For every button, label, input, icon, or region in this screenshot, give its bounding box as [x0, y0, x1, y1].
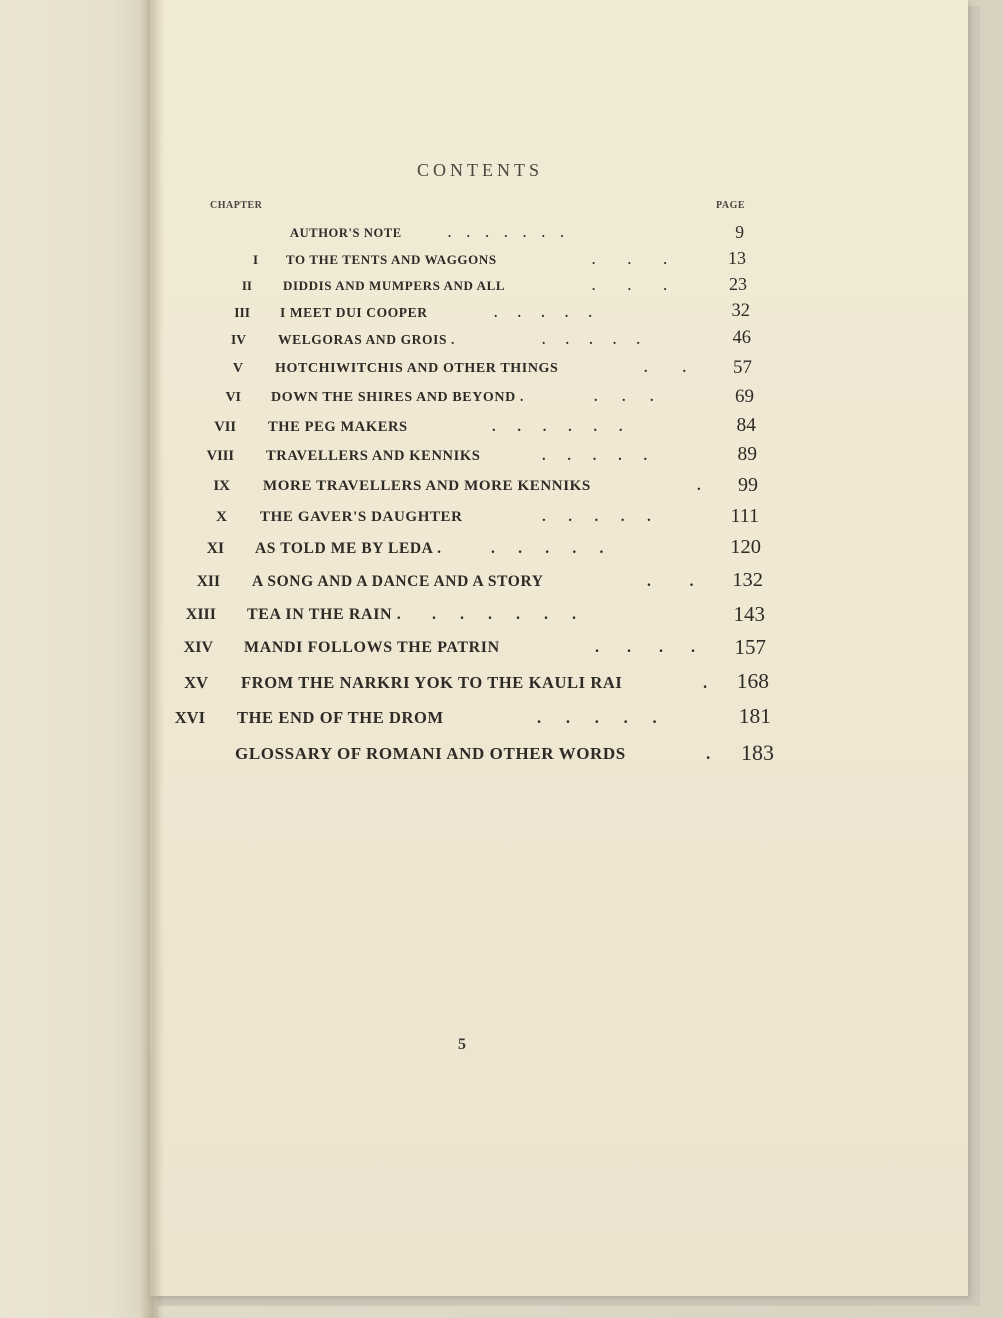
chapter-numeral: V: [232, 361, 243, 376]
toc-entry: [0, 328, 1003, 356]
leader-dots: . . .: [592, 278, 667, 293]
chapter-numeral: VI: [225, 390, 241, 405]
chapter-numeral: XV: [184, 673, 208, 692]
toc-entry: [0, 248, 1003, 276]
contents-title: CONTENTS: [417, 160, 543, 180]
toc-entry: [0, 635, 1003, 663]
chapter-title: GLOSSARY OF ROMANI AND OTHER WORDS: [235, 744, 626, 763]
chapter-numeral: II: [241, 278, 252, 293]
leader-dots: .: [697, 478, 701, 494]
chapter-page-number: 168: [736, 669, 769, 693]
chapter-numeral: VIII: [206, 448, 234, 464]
leader-dots: . .: [647, 573, 694, 590]
toc-entry: [0, 301, 1003, 329]
leader-dots: . . . . . . .: [448, 226, 564, 240]
chapter-numeral: XIV: [183, 639, 213, 656]
chapter-numeral: XI: [206, 540, 224, 557]
chapter-numeral: IV: [230, 332, 246, 347]
chapter-numeral: XVI: [174, 708, 205, 727]
leader-dots: . . . . .: [494, 305, 592, 320]
chapter-page-number: 120: [730, 536, 761, 558]
chapter-numeral: XIII: [185, 606, 216, 623]
chapter-page-number: 84: [736, 415, 756, 436]
chapter-title: AS TOLD ME BY LEDA .: [255, 540, 442, 557]
toc-entry: [0, 740, 1003, 768]
leader-dots: . . .: [592, 252, 667, 267]
chapter-page-number: 132: [732, 569, 763, 591]
chapter-page-number: 32: [731, 301, 750, 321]
leader-dots: . . .: [594, 390, 654, 405]
toc-entry: [0, 536, 1003, 564]
leader-dots: . . . . .: [537, 708, 657, 727]
chapter-page-number: 111: [730, 505, 759, 527]
chapter-title: DOWN THE SHIRES AND BEYOND .: [271, 390, 525, 405]
chapter-title: A SONG AND A DANCE AND A STORY: [252, 573, 544, 590]
toc-entry: [0, 444, 1003, 472]
chapter-page-number: 23: [729, 274, 747, 294]
leader-dots: . . . . .: [542, 332, 640, 347]
chapter-page-number: 46: [732, 328, 751, 348]
chapter-column-label: CHAPTER: [210, 200, 263, 211]
chapter-page-number: 181: [738, 704, 771, 728]
chapter-page-number: 183: [741, 740, 774, 765]
toc-entry: [0, 274, 1003, 302]
chapter-title: TEA IN THE RAIN .: [247, 606, 402, 623]
toc-entry: [0, 415, 1003, 443]
toc-entry: [0, 704, 1003, 732]
chapter-title: DIDDIS AND MUMPERS AND ALL: [283, 278, 506, 293]
chapter-title: TO THE TENTS AND WAGGONS: [286, 252, 497, 267]
chapter-page-number: 99: [738, 474, 758, 496]
page-number: 5: [458, 1036, 466, 1053]
leader-dots: . . . . . .: [492, 419, 623, 435]
chapter-title: HOTCHIWITCHIS AND OTHER THINGS: [275, 361, 559, 376]
toc-entry: [0, 602, 1003, 630]
page-column-label: PAGE: [716, 200, 746, 211]
chapter-title: WELGORAS AND GROIS .: [278, 332, 456, 347]
leader-dots: . .: [644, 361, 686, 376]
chapter-title: THE END OF THE DROM: [237, 708, 444, 727]
leader-dots: . . . .: [595, 639, 695, 656]
toc-entry: [0, 569, 1003, 597]
chapter-page-number: 89: [737, 444, 757, 465]
leader-dots: . . . . . .: [432, 606, 576, 623]
toc-entry: [0, 222, 1003, 250]
leader-dots: .: [706, 744, 711, 763]
leader-dots: . . . . .: [542, 509, 651, 525]
chapter-numeral: IX: [213, 478, 230, 494]
chapter-title: FROM THE NARKRI YOK TO THE KAULI RAI: [241, 673, 623, 692]
toc-entry: [0, 505, 1003, 533]
toc-entry: [0, 386, 1003, 414]
chapter-title: MORE TRAVELLERS AND MORE KENNIKS: [263, 478, 591, 494]
chapter-numeral: XII: [196, 573, 220, 590]
chapter-page-number: 13: [728, 248, 746, 268]
leader-dots: . . . . .: [542, 448, 648, 464]
chapter-page-number: 9: [735, 222, 744, 242]
chapter-numeral: X: [216, 509, 227, 525]
chapter-title: THE PEG MAKERS: [268, 419, 408, 435]
chapter-title: I MEET DUI COOPER: [280, 305, 428, 320]
chapter-numeral: I: [252, 252, 258, 267]
toc-entry: [0, 669, 1003, 697]
chapter-page-number: 143: [733, 602, 765, 626]
leader-dots: .: [703, 673, 708, 692]
chapter-page-number: 57: [733, 357, 752, 378]
toc-entry: [0, 357, 1003, 385]
chapter-title: THE GAVER'S DAUGHTER: [260, 509, 463, 525]
chapter-numeral: VII: [214, 419, 236, 435]
leader-dots: . . . . .: [491, 540, 604, 557]
toc-entry: [0, 474, 1003, 502]
chapter-title: MANDI FOLLOWS THE PATRIN: [244, 639, 500, 656]
chapter-numeral: III: [234, 305, 250, 320]
chapter-title: AUTHOR'S NOTE: [290, 226, 402, 240]
chapter-title: TRAVELLERS AND KENNIKS: [266, 448, 481, 464]
chapter-page-number: 157: [734, 635, 766, 659]
chapter-page-number: 69: [735, 386, 754, 407]
